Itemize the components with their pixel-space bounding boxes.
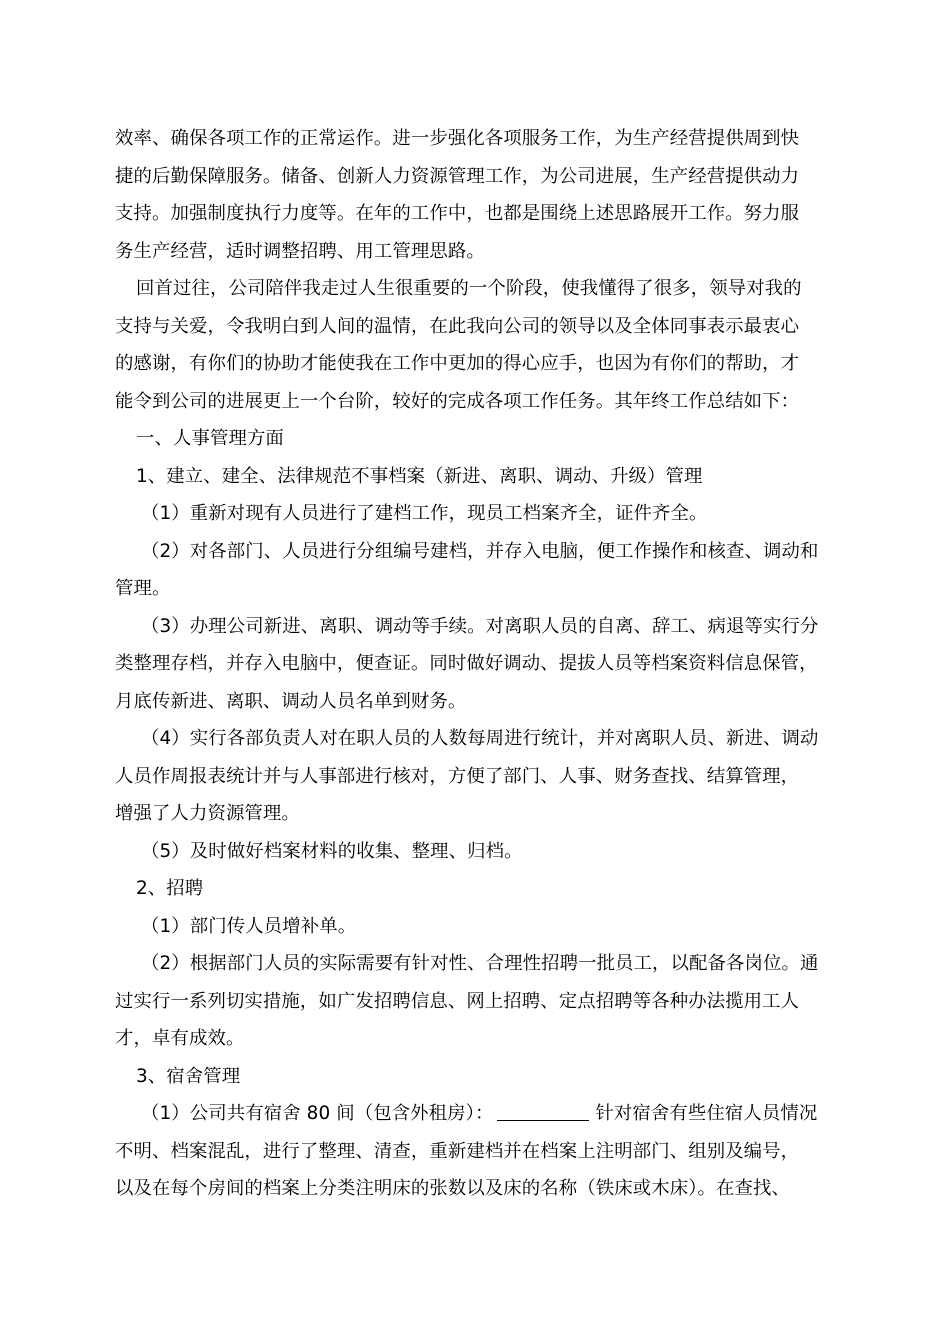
section-heading: 一、人事管理方面: [136, 428, 284, 449]
paragraph-line: 务生产经营，适时调整招聘、用工管理思路。: [115, 240, 485, 262]
paragraph-line: 效率、确保各项工作的正常运作。进一步强化各项服务工作，为生产经营提供周到快: [115, 128, 800, 149]
paragraph-line: 管理。: [115, 578, 171, 599]
paragraph-line: 的感谢，有你们的协助才能使我在工作中更加的得心应手，也因为有你们的帮助，才: [115, 353, 800, 374]
paragraph-line: 不明、档案混乱，进行了整理、清查，重新建档并在档案上注明部门、组别及编号，: [115, 1140, 800, 1162]
subsection-heading: 2、招聘: [136, 878, 204, 899]
paragraph-line: 能令到公司的进展更上一个台阶，较好的完成各项工作任务。其年终工作总结如下：: [115, 390, 800, 412]
list-item: （2）对各部门、人员进行分组编号建档，并存入电脑，便工作操作和核查、调动和: [141, 540, 819, 562]
paragraph-line: 才，卓有成效。: [115, 1028, 245, 1049]
paragraph-line: 人员作周报表统计并与人事部进行核对，方便了部门、人事、财务查找、结算管理，: [115, 765, 800, 787]
paragraph-line: 回首过往，公司陪伴我走过人生很重要的一个阶段，使我懂得了很多，领导对我的: [136, 278, 802, 299]
paragraph-line: 类整理存档，并存入电脑中，便查证。同时做好调动、提拔人员等档案资料信息保管，: [115, 653, 818, 674]
list-item: [115, 1095, 839, 1133]
blank-underline: [497, 1102, 589, 1121]
list-item: （3）办理公司新进、离职、调动等手续。对离职人员的自离、辞工、病退等实行分: [141, 615, 819, 637]
paragraph-line: 捷的后勤保障服务。储备、创新人力资源管理工作，为公司进展，生产经营提供动力: [115, 165, 800, 187]
list-item: （1）部门传人员增补单。: [141, 915, 357, 937]
list-item: （2）根据部门人员的实际需要有针对性、合理性招聘一批员工，以配备各岗位。通: [141, 953, 819, 974]
paragraph-line: 以及在每个房间的档案上分类注明床的张数以及床的名称（铁床或木床）。在查找、: [115, 1178, 790, 1199]
document-body: [115, 120, 839, 1208]
paragraph-line: 支持与关爱，令我明白到人间的温情，在此我向公司的领导以及全体同事表示最衷心: [115, 315, 800, 337]
subsection-heading: 1、建立、建全、法律规范不事档案（新进、离职、调动、升级）管理: [136, 465, 703, 487]
paragraph-line: 过实行一系列切实措施，如广发招聘信息、网上招聘、定点招聘等各种办法揽用工人: [115, 990, 800, 1012]
paragraph-line: 增强了人力资源管理。: [115, 803, 300, 824]
paragraph-line: 支持。加强制度执行力度等。在年的工作中，也都是围绕上述思路展开工作。努力服: [115, 203, 800, 224]
subsection-heading: 3、宿舍管理: [136, 1065, 241, 1087]
dorm-count-text: （1）公司共有宿舍 80 间（包含外租房）：: [141, 1103, 494, 1124]
list-item: （1）重新对现有人员进行了建档工作，现员工档案齐全，证件齐全。: [141, 503, 708, 524]
list-item: （5）及时做好档案材料的收集、整理、归档。: [141, 840, 523, 862]
paragraph-line: 月底传新进、离职、调动人员名单到财务。: [115, 690, 467, 712]
dorm-count-continuation: 针对宿舍有些住宿人员情况: [595, 1103, 818, 1124]
list-item: （4）实行各部负责人对在职人员的人数每周进行统计，并对离职人员、新进、调动: [141, 728, 819, 749]
